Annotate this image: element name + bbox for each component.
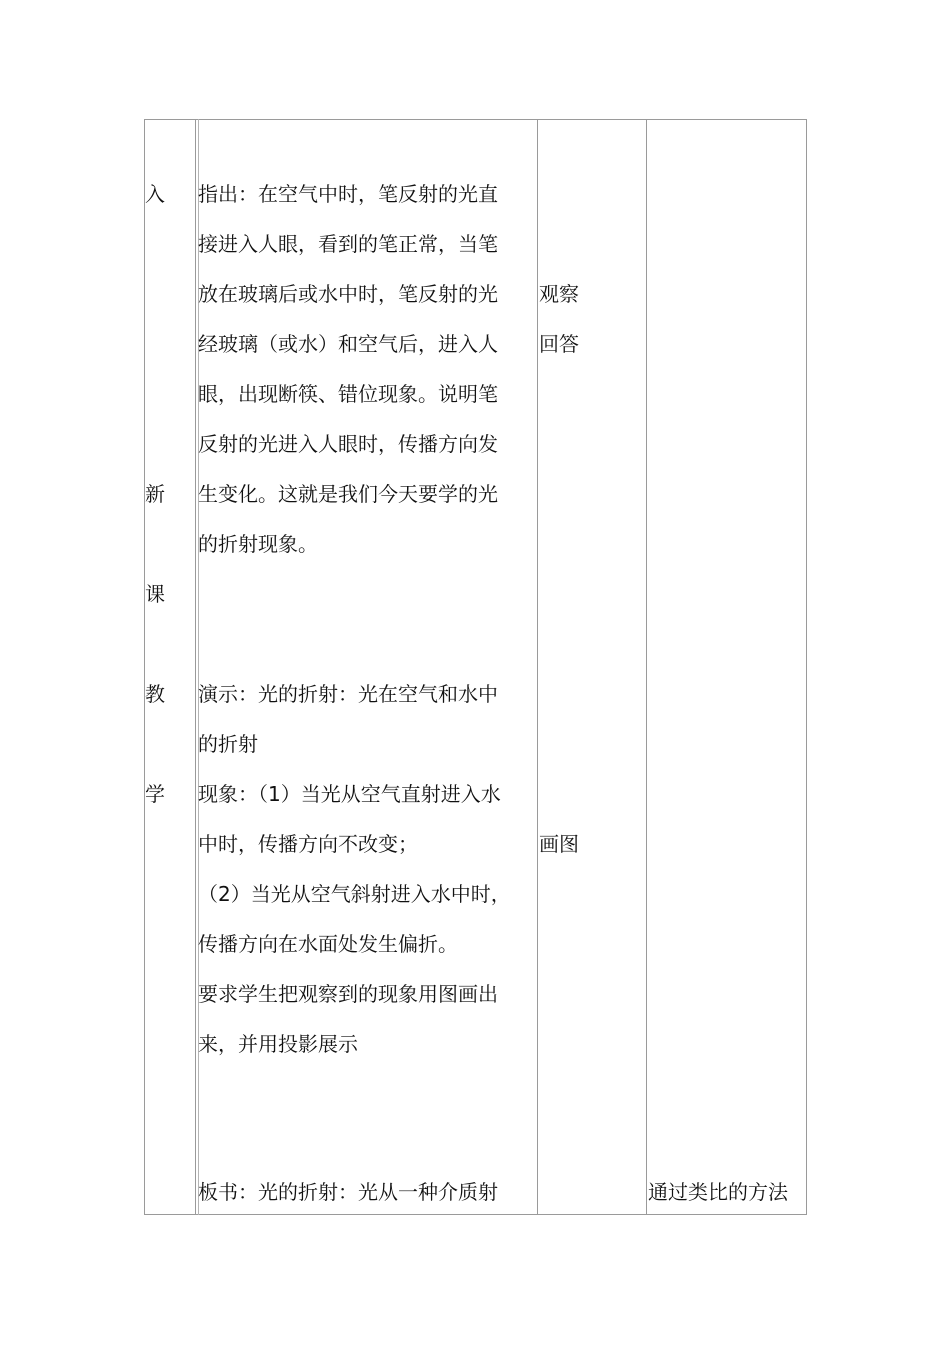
content-line: 的折射现象。	[198, 532, 318, 556]
content-line: 现象：（1）当光从空气直射进入水	[198, 782, 501, 806]
stage-char: 新	[145, 482, 165, 506]
stage-char: 教	[145, 682, 165, 706]
student-activity: 回答	[539, 332, 579, 356]
content-line: 要求学生把观察到的现象用图画出	[198, 982, 498, 1006]
column-divider-3	[646, 119, 647, 1215]
design-intent: 通过类比的方法	[648, 1180, 788, 1204]
student-activity: 观察	[539, 282, 579, 306]
student-activity: 画图	[539, 832, 579, 856]
content-line: 演示：光的折射：光在空气和水中	[198, 682, 498, 706]
content-line: 的折射	[198, 732, 258, 756]
stage-char: 入	[145, 182, 165, 206]
content-line: 接进入人眼，看到的笔正常，当笔	[198, 232, 498, 256]
content-line: 生变化。这就是我们今天要学的光	[198, 482, 498, 506]
content-line: 中时，传播方向不改变；	[198, 832, 418, 856]
content-line: 反射的光进入人眼时，传播方向发	[198, 432, 498, 456]
content-line: （2）当光从空气斜射进入水中时，	[198, 882, 511, 906]
column-divider-2	[537, 119, 538, 1215]
content-line: 眼，出现断筷、错位现象。说明笔	[198, 382, 498, 406]
column-divider-1	[195, 119, 196, 1215]
content-line: 经玻璃（或水）和空气后，进入人	[198, 332, 498, 356]
content-line: 指出：在空气中时，笔反射的光直	[198, 182, 498, 206]
content-line: 传播方向在水面处发生偏折。	[198, 932, 458, 956]
stage-char: 课	[145, 582, 165, 606]
content-line: 放在玻璃后或水中时，笔反射的光	[198, 282, 498, 306]
stage-char: 学	[145, 782, 165, 806]
content-line: 板书：光的折射：光从一种介质射	[198, 1180, 498, 1204]
content-line: 来，并用投影展示	[198, 1032, 358, 1056]
